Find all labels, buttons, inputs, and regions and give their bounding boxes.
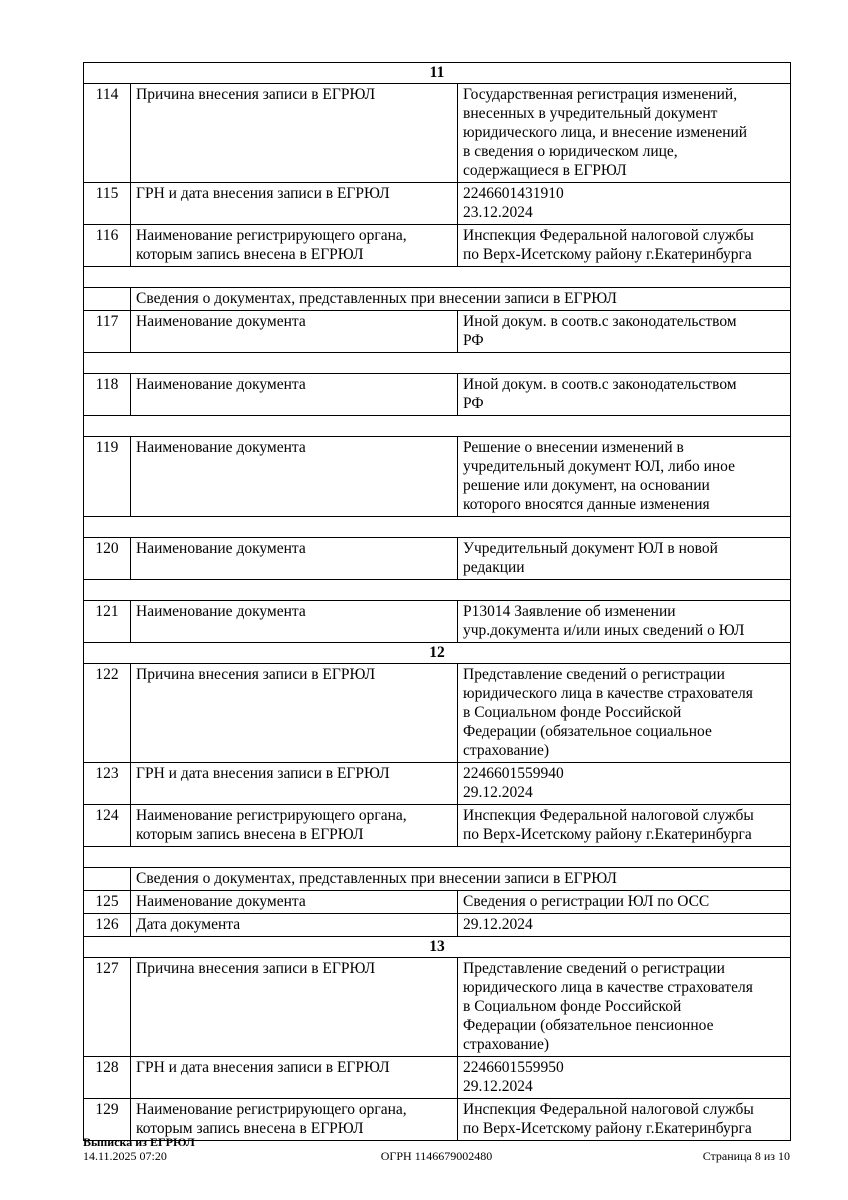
value-line: Иной докум. в соотв.с законодательством [463,313,737,330]
generated-datetime: 14.11.2025 07:20 [83,1148,167,1163]
section-number: 11 [84,63,791,84]
documents-subheader-label: Сведения о документах, представленных при внесении записи в ЕГРЮЛ [131,868,791,891]
spacer-row [84,267,791,288]
spacer-cell [84,517,791,538]
row-number: 114 [84,84,131,183]
field-value [458,183,791,225]
value-line: 29.12.2024 [463,784,533,801]
value-line: 29.12.2024 [463,916,533,933]
value-line: юридического лица в качестве страхователя [463,979,753,996]
value-line: учр.документа и/или иных сведений о ЮЛ [463,622,745,639]
spacer-cell [84,416,791,437]
record-row [84,437,791,517]
row-number: 124 [84,805,131,847]
field-value [458,601,791,643]
field-label: Наименование документа [131,374,458,416]
field-value [458,1099,791,1141]
value-line: 23.12.2024 [463,204,533,221]
documents-subheader-label: Сведения о документах, представленных при внесении записи в ЕГРЮЛ [131,288,791,311]
value-line: Инспекция Федеральной налоговой службы [463,1101,754,1118]
section-number-row [84,937,791,958]
spacer-row [84,416,791,437]
spacer-row [84,353,791,374]
value-line: 2246601559940 [463,765,564,782]
ogrn-number: ОГРН 1146679002480 [380,1148,493,1163]
value-line: юридического лица, и внесение изменений [463,124,748,141]
field-label: Дата документа [131,914,458,937]
value-line: Инспекция Федеральной налоговой службы [463,807,754,824]
value-line: Государственная регистрация изменений, [463,86,738,103]
document-title: Выписка из ЕГРЮЛ [83,1135,195,1149]
value-line: 2246601431910 [463,185,564,202]
value-line: внесенных в учредительный документ [463,105,718,122]
section-number-row [84,643,791,664]
value-line: 2246601559950 [463,1059,564,1076]
record-row [84,601,791,643]
value-line: учредительный документ ЮЛ, либо иное [463,458,735,475]
row-number-cell-empty [84,868,131,891]
field-value [458,311,791,353]
field-label: Причина внесения записи в ЕГРЮЛ [131,84,458,183]
section-number: 13 [84,937,791,958]
value-line: в сведения о юридическом лице, [463,143,678,160]
value-line: Решение о внесении изменений в [463,439,684,456]
section-number-row [84,63,791,84]
value-line: РФ [463,395,484,412]
record-row [84,225,791,267]
field-value [458,84,791,183]
egrul-table-body [84,63,791,1141]
field-label: Наименование документа [131,311,458,353]
record-row [84,664,791,763]
field-label: Наименование регистрирующего органа, которым запись внесена в ЕГРЮЛ [131,225,458,267]
record-row [84,84,791,183]
field-label: Наименование регистрирующего органа, которым запись внесена в ЕГРЮЛ [131,1099,458,1141]
record-row [84,1057,791,1099]
page-indicator: Страница 8 из 10 [702,1148,791,1163]
value-line: Федерации (обязательное пенсионное [463,1017,714,1034]
spacer-row [84,847,791,868]
value-line: которого вносятся данные изменения [463,496,710,513]
row-number: 115 [84,183,131,225]
record-row [84,311,791,353]
row-number: 117 [84,311,131,353]
row-number: 116 [84,225,131,267]
value-line: содержащиеся в ЕГРЮЛ [463,162,627,179]
value-line: РФ [463,332,484,349]
field-value [458,914,791,937]
spacer-cell [84,580,791,601]
row-number: 119 [84,437,131,517]
record-row [84,914,791,937]
value-line: по Верх-Исетскому району г.Екатеринбурга [463,826,752,843]
record-row [84,763,791,805]
row-number-cell-empty [84,288,131,311]
field-value [458,374,791,416]
value-line: Иной докум. в соотв.с законодательством [463,376,737,393]
value-line: по Верх-Исетскому району г.Екатеринбурга [463,1120,752,1137]
field-value [458,1057,791,1099]
value-line: юридического лица в качестве страхователя [463,685,753,702]
row-number: 128 [84,1057,131,1099]
row-number: 125 [84,891,131,914]
value-line: Р13014 Заявление об изменении [463,603,676,620]
row-number: 129 [84,1099,131,1141]
value-line: Сведения о регистрации ЮЛ по ОСС [463,893,710,910]
record-row [84,183,791,225]
value-line: страхование) [463,1036,550,1053]
field-value [458,437,791,517]
row-number: 123 [84,763,131,805]
row-number: 120 [84,538,131,580]
value-line: решение или документ, на основании [463,477,710,494]
field-label: Наименование документа [131,891,458,914]
spacer-cell [84,267,791,288]
value-line: по Верх-Исетскому району г.Екатеринбурга [463,246,752,263]
value-line: Представление сведений о регистрации [463,666,725,683]
spacer-cell [84,847,791,868]
field-label: Причина внесения записи в ЕГРЮЛ [131,664,458,763]
value-line: Инспекция Федеральной налоговой службы [463,227,754,244]
field-value [458,538,791,580]
section-number: 12 [84,643,791,664]
value-line: страхование) [463,742,550,759]
field-label: Наименование документа [131,601,458,643]
value-line: в Социальном фонде Российской [463,998,682,1015]
value-line: Представление сведений о регистрации [463,960,725,977]
value-line: в Социальном фонде Российской [463,704,682,721]
row-number: 126 [84,914,131,937]
value-line: редакции [463,559,525,576]
value-line: Федерации (обязательное социальное [463,723,712,740]
egrul-records-table [83,62,791,1141]
record-row [84,958,791,1057]
record-row [84,374,791,416]
field-label: ГРН и дата внесения записи в ЕГРЮЛ [131,763,458,805]
field-value [458,805,791,847]
row-number: 118 [84,374,131,416]
record-row [84,891,791,914]
record-row [84,538,791,580]
documents-subheader-row [84,288,791,311]
field-label: Наименование документа [131,538,458,580]
documents-subheader-row [84,868,791,891]
spacer-row [84,517,791,538]
field-label: ГРН и дата внесения записи в ЕГРЮЛ [131,183,458,225]
field-value [458,891,791,914]
field-value [458,225,791,267]
value-line: 29.12.2024 [463,1078,533,1095]
field-value [458,958,791,1057]
field-label: Наименование документа [131,437,458,517]
spacer-row [84,580,791,601]
field-label: Наименование регистрирующего органа, которым запись внесена в ЕГРЮЛ [131,805,458,847]
field-value [458,664,791,763]
value-line: Учредительный документ ЮЛ в новой [463,540,718,557]
field-value [458,763,791,805]
spacer-cell [84,353,791,374]
field-label: ГРН и дата внесения записи в ЕГРЮЛ [131,1057,458,1099]
page-footer [83,1136,790,1163]
footer-left-block [83,1136,319,1163]
field-label: Причина внесения записи в ЕГРЮЛ [131,958,458,1057]
row-number: 127 [84,958,131,1057]
row-number: 121 [84,601,131,643]
record-row [84,805,791,847]
row-number: 122 [84,664,131,763]
